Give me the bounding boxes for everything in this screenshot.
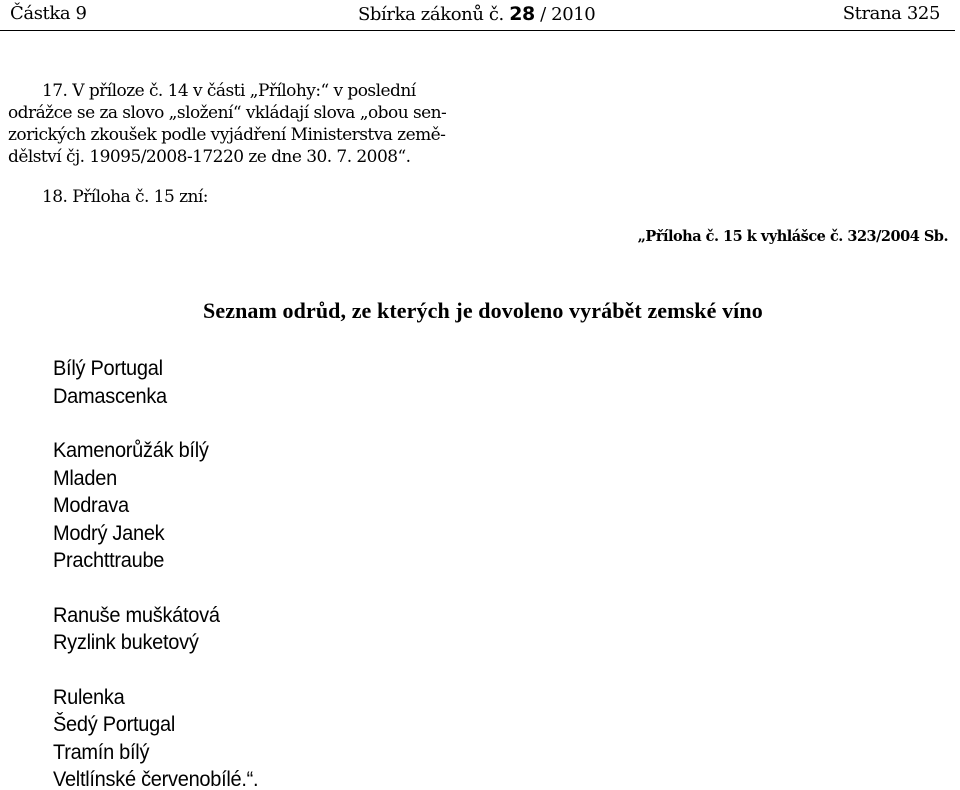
- paragraph-line: odrážce se za slovo „složení“ vkládají slova „obou sen-: [8, 103, 447, 123]
- variety-item: Damascenka: [53, 383, 167, 408]
- page-header: [0, 0, 960, 31]
- variety-item: Tramín bílý: [53, 739, 150, 764]
- variety-group: [53, 602, 274, 657]
- variety-item: Modrý Janek: [53, 520, 165, 545]
- paragraph-17: [8, 80, 488, 168]
- variety-group: [53, 355, 274, 410]
- part-label: Částka 9: [10, 3, 87, 24]
- collection-year: / 2010: [534, 4, 596, 25]
- variety-item: Ranuše muškátová: [53, 602, 220, 627]
- variety-item: Mladen: [53, 465, 117, 490]
- variety-group: [53, 684, 274, 790]
- paragraph-line: 18. Příloha č. 15 zní:: [42, 187, 208, 207]
- variety-item: Bílý Portugal: [53, 356, 163, 380]
- paragraph-line: dělství čj. 19095/2008-17220 ze dne 30. 7. 2008“.: [8, 147, 411, 167]
- page-label: Strana 325: [842, 3, 940, 24]
- list-title: Seznam odrůd, ze kterých je dovoleno vyrábět zemské víno: [203, 298, 763, 323]
- variety-group: [53, 437, 274, 575]
- paragraph-18: [8, 186, 488, 208]
- variety-item: Ryzlink buketový: [53, 630, 199, 654]
- collection-label: [358, 3, 595, 25]
- variety-item: Rulenka: [53, 684, 125, 709]
- variety-item: Šedý Portugal: [53, 712, 175, 736]
- variety-item: Modrava: [53, 493, 129, 517]
- collection-prefix: Sbírka zákonů č.: [358, 4, 504, 25]
- variety-item: Prachttraube: [53, 548, 165, 572]
- variety-item: Veltlínské červenobílé.“.: [53, 767, 259, 790]
- paragraph-line: 17. V příloze č. 14 v části „Přílohy:“ v poslední: [42, 81, 416, 101]
- annex-reference: „Příloha č. 15 k vyhlášce č. 323/2004 Sb.: [637, 228, 948, 245]
- paragraph-line: zorických zkoušek podle vyjádření Ministerstva země-: [8, 125, 446, 145]
- variety-item: Kamenorůžák bílý: [53, 438, 209, 462]
- variety-list: [53, 355, 274, 790]
- header-rule: [0, 30, 955, 31]
- collection-number: 28: [509, 3, 535, 25]
